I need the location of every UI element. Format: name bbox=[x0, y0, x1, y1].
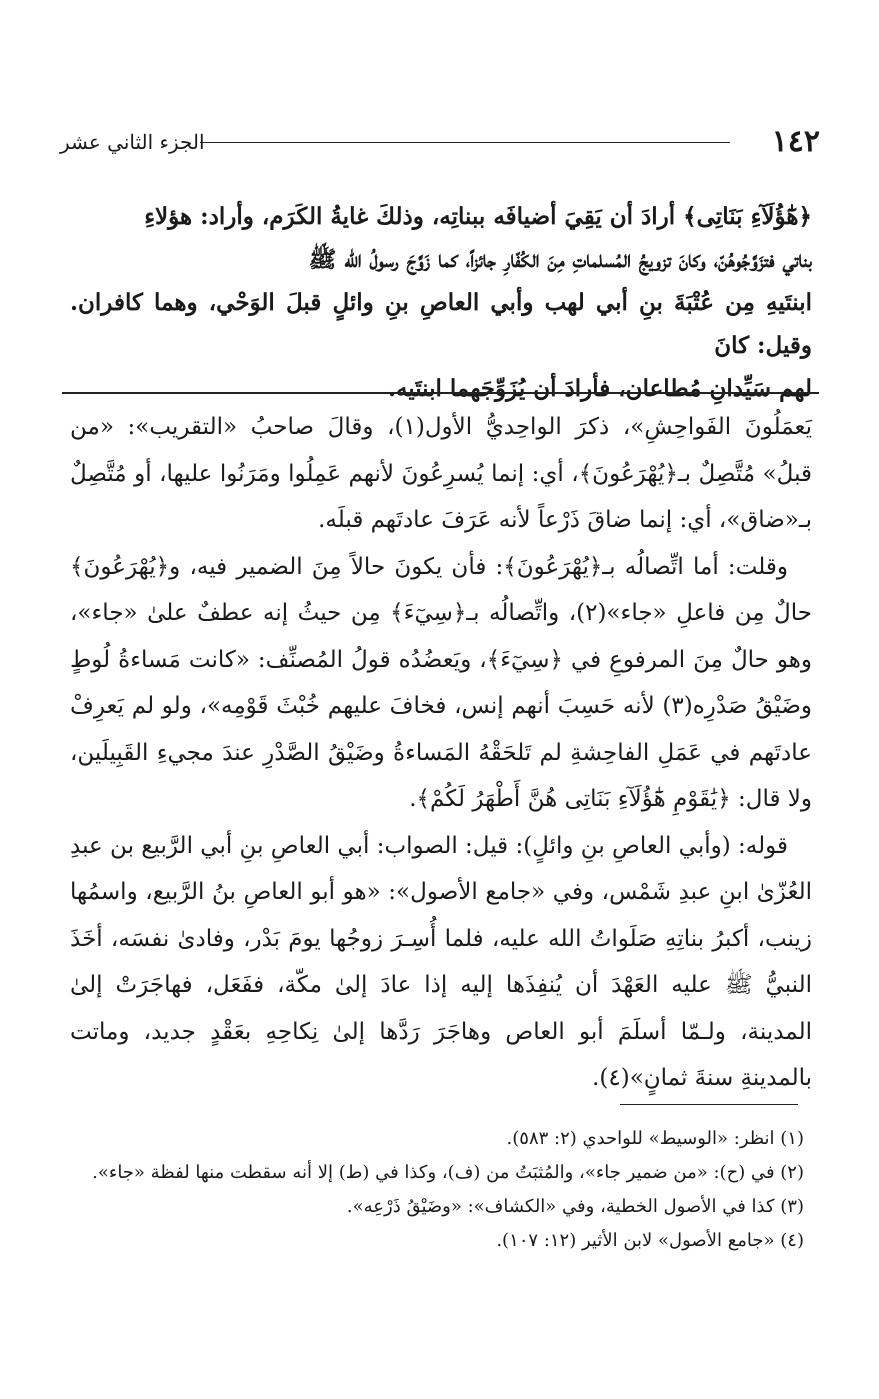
quoted-line: ﴿هَٰٓؤُلَآءِ بَنَاتِى﴾ أرادَ أن يَقِيَ أضيافَه ببناتِه، وذلكَ غايةُ الكَرَم، وأراد: هؤلاءِ bbox=[144, 203, 812, 230]
commentary-paragraph: وقلت: أما اتِّصالُه بـ﴿يُهْرَعُونَ﴾: فأن يكونَ حالاً مِنَ الضمير فيه، و﴿يُهْرَعُونَ﴾ حالٌ مِن فاعلِ «جاء»(٢)، واتِّصالُه بـ﴿سِيٓءَ﴾ مِن حيثُ إنه عطفٌ علىٰ «جاء»، وهو حالٌ مِنَ المرفوعِ في ﴿سِيٓءَ﴾، ويَعضُدُه قولُ المُصنِّف: «كانت مَساءةُ لُوطٍ وضَيْقُ صَدْرِه(٣) لأنه حَسِبَ أنهم إنس، فخافَ عليهم خُبْثَ قَوْمِه»، ولو لم يَعرِفْ عادتَهم في عَمَلِ الفاحِشةِ لم تَلحَقْهُ المَساءةُ وضَيْقُ الصَّدْرِ عندَ مجيءِ القَبِيلَين، ولا قال: ﴿يَٰقَوْمِ هَٰٓؤُلَآءِ بَنَاتِى هُنَّ أَطْهَرُ لَكُمْ﴾. bbox=[70, 553, 812, 812]
footnote: (٣) كذا في الأصول الخطية، وفي «الكشاف»: «وضَيْقُ ذَرْعِه». bbox=[346, 1196, 804, 1217]
quoted-line: ابنتَيهِ مِن عُتْبَةَ بنِ أبي لهب وأبي العاصِ بنِ وائلٍ قبلَ الوَحْي، وهما كافران. وقيل: كانَ bbox=[70, 289, 812, 359]
section-divider bbox=[62, 392, 819, 394]
quoted-source-text bbox=[70, 195, 812, 410]
quoted-line: لهم سَيِّدانِ مُطاعان، فأرادَ أن يُزَوِّجَهما ابنتَيه. bbox=[387, 375, 812, 402]
commentary-paragraph: قوله: (وأبي العاصِ بنِ وائلٍ): قيل: الصواب: أبي العاصِ بنِ أبي الرَّبيع بن عبدِ العُزّىٰ ابنِ عبدِ شَمْس، وفي «جامع الأصول»: «هو أبو العاصِ بنُ الرَّبيع، واسمُها زينب، أكبرُ بناتِهِ صَلَواتُ الله عليه، فلما أُسِـرَ زوجُها يومَ بَدْر، وفادىٰ نفسَه، أخَذَ النبيُّ ﷺ عليه العَهْدَ أن يُنفِذَها إليه إذا عادَ إلىٰ مكّة، ففَعَل، فهاجَرَتْ إلىٰ المدينة، ولـمّا أسلَمَ أبو العاص وهاجَرَ رَدَّها إلىٰ نِكاحِهِ بعَقْدٍ جديد، وماتت بالمدينةِ سنةَ ثمانٍ»(٤). bbox=[70, 832, 812, 1091]
quoted-line: بناتي فتزَوَّجُوهُنّ، وكانَ تزويجُ المُسلماتِ مِنَ الكُفّارِ جائزاً، كما زَوَّجَ رسولُ الله ﷺ bbox=[308, 246, 812, 273]
footnotes bbox=[90, 1122, 810, 1258]
header-rule bbox=[200, 142, 730, 143]
page-number: ١٤٢ bbox=[771, 124, 820, 159]
footnote: (١) انظر: «الوسيط» للواحدي (٢: ٥٨٣). bbox=[506, 1128, 804, 1149]
commentary-paragraph: يَعمَلُونَ الفَواحِشِ»، ذكرَ الواحِديُّ الأول(١)، وقالَ صاحبُ «التقريب»: «من قبلُ» مُتَّصِلٌ بـ﴿يُهْرَعُونَ﴾، أي: إنما يُسرِعُونَ لأنهم عَمِلُوا ومَرَنُوا عليها، أو مُتَّصِلٌ بـ«ضاق»، أي: إنما ضاقَ ذَرْعاً لأنه عَرَفَ عادتَهم قبلَه. bbox=[70, 414, 812, 533]
footnote: (٢) في (ح): «من ضمير جاء»، والمُثبَتُ من (ف)، وكذا في (ط) إلا أنه سقطت منها لفظة «جاء». bbox=[92, 1162, 804, 1183]
footnote-separator bbox=[620, 1104, 798, 1105]
footnote: (٤) «جامع الأصول» لابن الأثير (١٢: ١٠٧). bbox=[496, 1230, 804, 1251]
page-header bbox=[60, 122, 820, 162]
commentary-text bbox=[70, 404, 812, 1102]
running-title: الجزء الثاني عشر bbox=[60, 130, 205, 154]
